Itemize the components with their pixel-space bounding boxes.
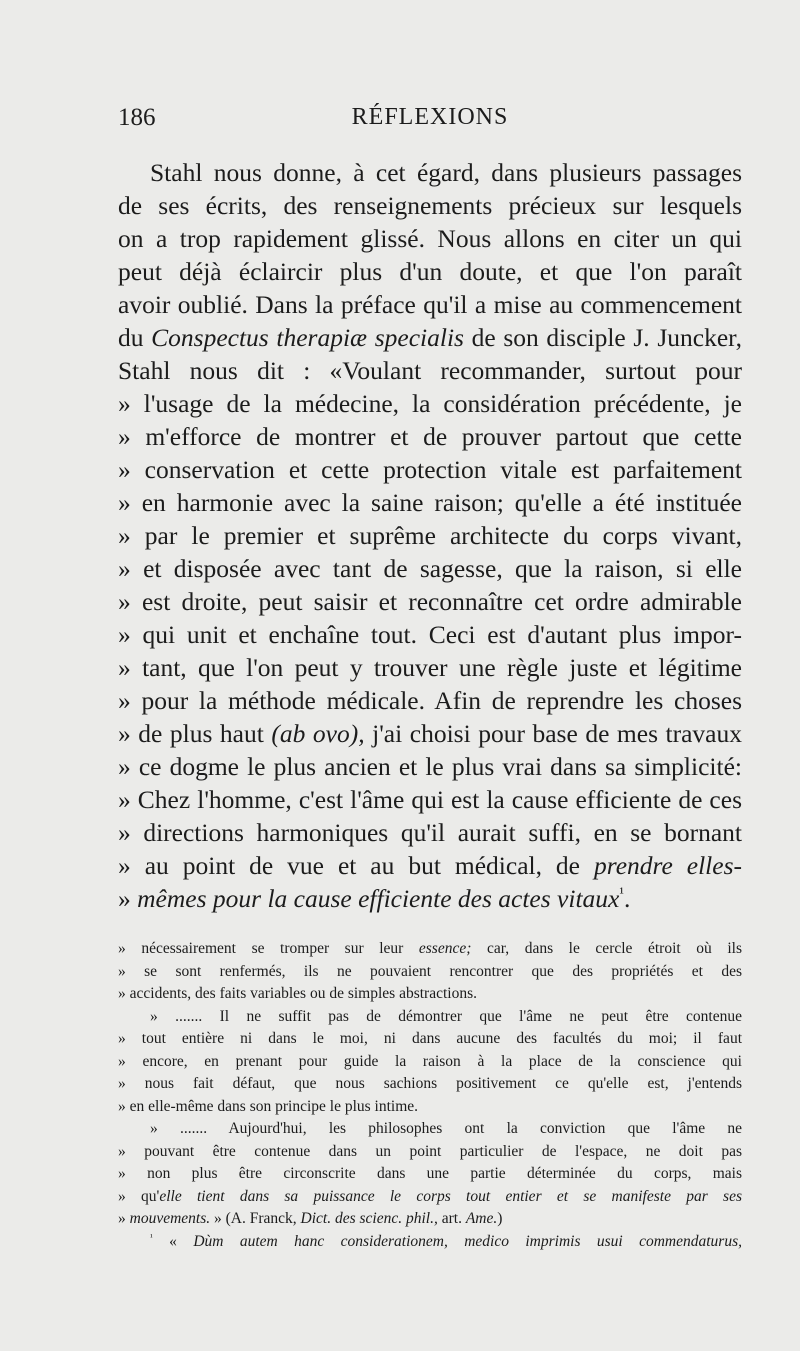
italic-text: elle tient dans sa puissance le corps tout entier et se manifeste par ses [159,1187,742,1205]
text-run: » en harmonie avec la saine raison; qu'elle a été instituée [118,488,742,517]
text-run: » par le premier et suprême architecte du corps vivant, [118,521,742,550]
text-run: » nécessairement se tromper sur leur [118,940,419,957]
text-run: avoir oublié. Dans la préface qu'il a mise au commencement [118,290,742,319]
text-run: Stahl nous donne, à cet égard, dans plusieurs passages [150,158,742,187]
text-run: » conservation et cette protection vitale est parfaitement [118,455,742,484]
text-line [118,453,742,486]
text-run: » en elle-même dans son principe le plus intime. [118,1097,419,1115]
text-run: » au point de vue et au but médical, de [118,851,594,880]
text-run: ) [497,1210,503,1227]
text-line [118,420,742,453]
text-line [118,618,742,651]
text-run: . [623,884,631,913]
text-line [118,288,742,321]
text-line [118,684,742,717]
text-line [118,816,742,849]
note-line [118,983,742,1006]
text-run: » de plus haut [118,719,272,748]
text-run: » directions harmoniques qu'il aurait suffi, en se bornant [118,818,742,847]
note-line [118,961,742,984]
italic-text: Conspectus therapiæ specialis [151,323,464,352]
italic-text: (ab ovo), [271,719,365,748]
text-run: » (A. Franck, [210,1210,301,1227]
text-run: » pouvant être contenue dans un point particulier de l'espace, ne doit pas [118,1142,742,1160]
text-line [118,750,742,783]
text-run: » et disposée avec tant de sagesse, que la raison, si elle [118,554,742,583]
footnote-marker: ¹ [619,884,624,902]
text-run: » [118,1210,130,1227]
note-line [118,938,742,961]
page-header [118,104,742,140]
note-line [118,1006,742,1029]
note-line [118,1073,742,1096]
text-line [118,717,742,750]
note-line [118,1186,742,1209]
note-line [118,1141,742,1164]
note-line [118,1028,742,1051]
text-line [118,189,742,222]
italic-text: mêmes pour la cause efficiente des actes vitaux [137,884,620,913]
text-run: » nous fait défaut, que nous sachions positivement ce qu'elle est, j'entends [118,1075,742,1092]
footnotes [118,938,742,1253]
italic-text: Dùm autem hanc considerationem, medico imprimis usui commendaturus, [193,1232,742,1250]
text-run: » tant, que l'on peut y trouver une règle juste et légitime [118,653,742,682]
text-line [118,783,742,816]
text-run: » qui unit et enchaîne tout. Ceci est d'autant plus impor- [118,620,742,649]
text-line [118,321,742,354]
text-run: » encore, en prenant pour guide la raison à la place de la conscience qui [118,1052,742,1070]
text-run: » ....... Aujourd'hui, les philosophes ont la conviction que l'âme ne [150,1120,742,1137]
text-line [118,585,742,618]
note-line [118,1231,742,1254]
italic-text: essence; [418,940,472,957]
text-run: » pour la méthode médicale. Afin de reprendre les choses [118,686,742,715]
running-title: RÉFLEXIONS [351,104,509,130]
text-run: » l'usage de la médecine, la considération précédente, je [118,389,742,418]
text-run: du [118,323,152,352]
text-run: » accidents, des faits variables ou de simples abstractions. [118,985,477,1002]
text-run: » ce dogme le plus ancien et le plus vrai dans sa simplicité: [118,752,742,781]
text-line [118,849,742,882]
note-line [118,1096,742,1119]
italic-text: Dict. des scienc. phil., [300,1210,438,1227]
text-run: peut déjà éclaircir plus d'un doute, et que l'on paraît [118,257,742,286]
text-run: » se sont renfermés, ils ne pouvaient rencontrer que des propriétés et des [118,962,742,980]
note-line [118,1118,742,1141]
text-run: » m'efforce de montrer et de prouver partout que cette [118,422,742,451]
text-run: » qu' [118,1187,160,1205]
text-line [118,222,742,255]
text-line [118,882,742,915]
text-line [118,552,742,585]
text-line [118,387,742,420]
text-line [118,354,742,387]
italic-text: Ame. [465,1210,498,1227]
text-run: » est droite, peut saisir et reconnaître cet ordre admirable [118,587,742,616]
text-line [118,486,742,519]
text-run: de ses écrits, des renseignements précieux sur lesquels [118,191,742,220]
text-run: art. [437,1210,466,1227]
page-number: 186 [118,104,156,131]
text-run: car, dans le cercle étroit où ils [471,940,742,957]
body-text [118,156,742,915]
text-run: » ....... Il ne suffit pas de démontrer que l'âme ne peut être contenue [150,1007,742,1025]
text-run: « [152,1232,194,1250]
text-run: » tout entière ni dans le moi, ni dans aucune des facultés du moi; il faut [118,1030,742,1047]
text-run: » Chez l'homme, c'est l'âme qui est la cause efficiente de ces [118,785,742,814]
italic-text: prendre elles- [593,851,742,880]
text-run: » non plus être circonscrite dans une partie déterminée du corps, mais [118,1165,742,1182]
note-line [118,1208,742,1231]
note-line [118,1051,742,1074]
text-run: Stahl nous dit : «Voulant recommander, surtout pour [118,356,742,385]
text-line [118,255,742,288]
text-run: » [118,884,138,913]
footnote-marker: ¹ [150,1232,153,1243]
text-run: j'ai choisi pour base de mes travaux [364,719,742,748]
italic-text: mouvements. [129,1210,211,1227]
note-line [118,1163,742,1186]
text-line [118,156,742,189]
text-run: on a trop rapidement glissé. Nous allons en citer un qui [118,224,742,253]
text-run: de son disciple J. Juncker, [463,323,742,352]
text-line [118,519,742,552]
text-line [118,651,742,684]
